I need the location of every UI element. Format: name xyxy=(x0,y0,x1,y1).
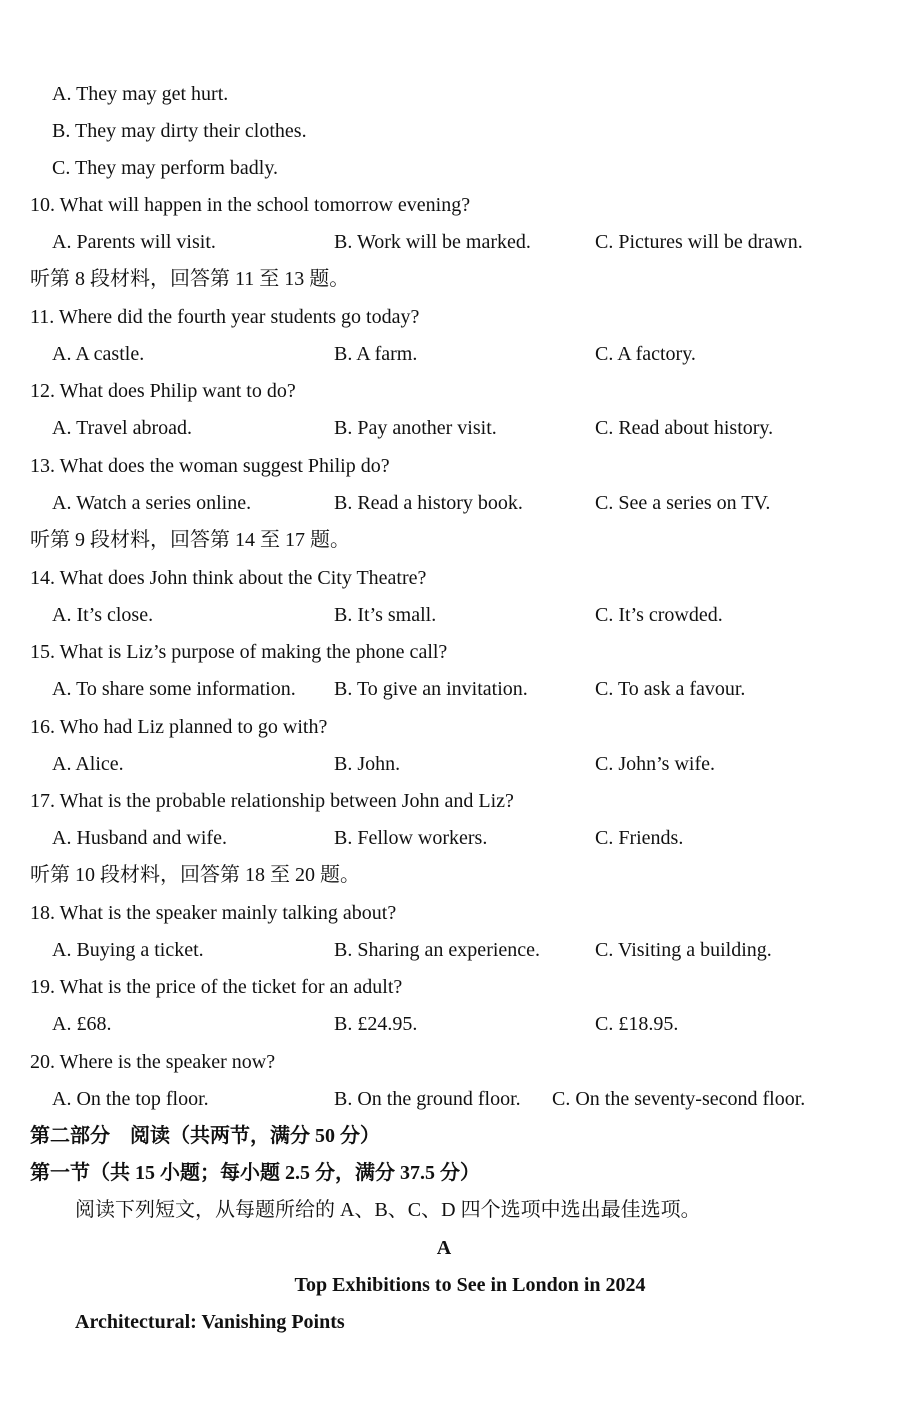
q16-option-b: B. John. xyxy=(334,753,401,775)
q18-option-c: C. Visiting a building. xyxy=(595,939,772,961)
question-11: 11. Where did the fourth year students go today? xyxy=(30,306,420,328)
q10-option-b: B. Work will be marked. xyxy=(334,231,531,253)
q13-option-a: A. Watch a series online. xyxy=(52,492,252,514)
q19-option-b: B. £24.95. xyxy=(334,1013,418,1035)
q17-option-c: C. Friends. xyxy=(595,827,684,849)
passage-letter: A xyxy=(436,1237,452,1259)
question-12: 12. What does Philip want to do? xyxy=(30,380,296,402)
question-20: 20. Where is the speaker now? xyxy=(30,1051,276,1073)
q15-option-b: B. To give an invitation. xyxy=(334,678,528,700)
question-19: 19. What is the price of the ticket for an adult? xyxy=(30,976,403,998)
q15-option-a: A. To share some information. xyxy=(52,678,296,700)
q16-option-c: C. John’s wife. xyxy=(595,753,715,775)
question-10: 10. What will happen in the school tomorrow evening? xyxy=(30,194,471,216)
q11-option-c: C. A factory. xyxy=(595,343,696,365)
q20-option-c: C. On the seventy-second floor. xyxy=(552,1088,806,1110)
q9-option-b: B. They may dirty their clothes. xyxy=(52,120,307,142)
section-10-heading: 听第 10 段材料，回答第 18 至 20 题。 xyxy=(30,864,360,886)
q18-option-b: B. Sharing an experience. xyxy=(334,939,541,961)
q10-option-c: C. Pictures will be drawn. xyxy=(595,231,803,253)
question-13: 13. What does the woman suggest Philip do? xyxy=(30,455,390,477)
section-9-heading: 听第 9 段材料，回答第 14 至 17 题。 xyxy=(30,529,350,551)
q17-option-a: A. Husband and wife. xyxy=(52,827,227,849)
question-15: 15. What is Liz’s purpose of making the phone call? xyxy=(30,641,448,663)
q10-option-a: A. Parents will visit. xyxy=(52,231,216,253)
question-14: 14. What does John think about the City Theatre? xyxy=(30,567,427,589)
q9-option-a: A. They may get hurt. xyxy=(52,83,229,105)
question-16: 16. Who had Liz planned to go with? xyxy=(30,716,328,738)
q14-option-b: B. It’s small. xyxy=(334,604,437,626)
q11-option-b: B. A farm. xyxy=(334,343,418,365)
q17-option-b: B. Fellow workers. xyxy=(334,827,488,849)
q14-option-a: A. It’s close. xyxy=(52,604,154,626)
q15-option-c: C. To ask a favour. xyxy=(595,678,746,700)
q19-option-c: C. £18.95. xyxy=(595,1013,679,1035)
q12-option-b: B. Pay another visit. xyxy=(334,417,497,439)
q20-option-b: B. On the ground floor. xyxy=(334,1088,521,1110)
q16-option-a: A. Alice. xyxy=(52,753,124,775)
section-1-title: 第一节（共 15 小题；每小题 2.5 分，满分 37.5 分） xyxy=(30,1162,480,1184)
section-8-heading: 听第 8 段材料，回答第 11 至 13 题。 xyxy=(30,268,350,290)
q12-option-a: A. Travel abroad. xyxy=(52,417,192,439)
passage-subheading: Architectural: Vanishing Points xyxy=(75,1311,345,1333)
q9-option-c: C. They may perform badly. xyxy=(52,157,279,179)
passage-title: Top Exhibitions to See in London in 2024 xyxy=(294,1274,646,1296)
reading-instructions: 阅读下列短文，从每题所给的 A、B、C、D 四个选项中选出最佳选项。 xyxy=(75,1199,701,1221)
question-18: 18. What is the speaker mainly talking about? xyxy=(30,902,397,924)
q13-option-b: B. Read a history book. xyxy=(334,492,523,514)
question-17: 17. What is the probable relationship between John and Liz? xyxy=(30,790,514,812)
q11-option-a: A. A castle. xyxy=(52,343,145,365)
q12-option-c: C. Read about history. xyxy=(595,417,774,439)
q13-option-c: C. See a series on TV. xyxy=(595,492,771,514)
q19-option-a: A. £68. xyxy=(52,1013,112,1035)
q20-option-a: A. On the top floor. xyxy=(52,1088,209,1110)
part-2-title: 第二部分 阅读（共两节，满分 50 分） xyxy=(30,1125,380,1147)
q18-option-a: A. Buying a ticket. xyxy=(52,939,204,961)
q14-option-c: C. It’s crowded. xyxy=(595,604,723,626)
